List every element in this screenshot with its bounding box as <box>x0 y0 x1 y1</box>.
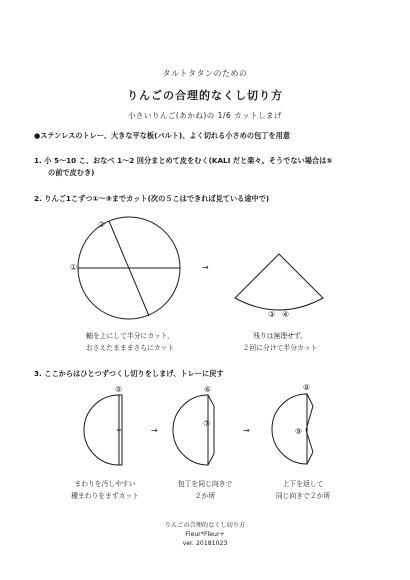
caption-text: おさえたまままさらにカット <box>85 344 175 352</box>
footer-version: ver. 20181023 <box>182 540 228 547</box>
cut-line-7 <box>208 454 214 465</box>
caption-text: まわりを汚しやすい <box>74 480 136 488</box>
step-1-text-cont: の前で皮むき) <box>48 168 95 177</box>
mark-8: ⑧ <box>303 383 311 392</box>
caption-step3-1 <box>60 478 150 502</box>
step-1-number: 1. <box>34 156 42 165</box>
subtitle: 小さいりんご(あかね)の 1/6 カットしまげ <box>127 111 283 120</box>
footer-title: りんごの合理的なくし切り方 <box>164 522 246 529</box>
caption-text: 上下を返して <box>282 480 324 488</box>
caption-step2-right <box>225 330 335 354</box>
caption-text: ２回に分けて半分カット <box>242 344 318 352</box>
half-apple-2 <box>173 395 211 465</box>
caption-text: 残りは無理せず、 <box>253 332 307 340</box>
step-2-text: りんご1こずつ①〜⑨までカット(次の５こはできれば見ている途中で) <box>44 194 270 203</box>
mark-1: ① <box>70 263 78 272</box>
caption-text: 同じ向きで２か所 <box>275 492 331 500</box>
caption-text: ２か所 <box>194 492 216 500</box>
cut-line-6 <box>208 395 214 406</box>
mark-9: ⑨ <box>295 427 303 436</box>
pretitle: タルトタタンのための <box>162 69 248 78</box>
mark-5: ⑤ <box>115 385 123 394</box>
arrow-2: → <box>151 426 158 435</box>
caption-step2-left <box>70 330 190 354</box>
mark-4: ④ <box>282 310 290 319</box>
intro-text: ●ステンレスのトレー、大きな平な板(バルト)、よく切れる小さめの包丁を用意 <box>34 131 291 140</box>
arrow-1: → <box>202 263 209 272</box>
cut-line-8 <box>307 394 313 406</box>
caption-text: 軸を上にして半分にカット、 <box>86 332 174 340</box>
cut-line-9 <box>307 452 313 464</box>
mark-6: ⑥ <box>204 385 212 394</box>
mark-3: ③ <box>268 310 276 319</box>
footer <box>0 521 410 548</box>
step-1-text: 小 5〜10 こ、おなべ 1〜2 回分まとめて皮をむく(KALI だと楽々。そうでない場合は⑤ <box>44 156 333 165</box>
step-3-text: ここからはひとつずつくし切りをしまげ、トレーに戻す <box>44 369 224 378</box>
page-title: りんごの合理的なくし切り方 <box>127 89 283 102</box>
caption-step3-2 <box>160 478 250 502</box>
mark-7: ⑦ <box>203 419 211 428</box>
arrow-3: → <box>243 426 250 435</box>
mark-2: ② <box>98 220 106 229</box>
step-3-number: 3. <box>34 369 42 378</box>
half-apple-1 <box>84 395 119 465</box>
caption-step3-3 <box>258 478 348 502</box>
caption-text: 種まわりをまずカット <box>71 492 139 500</box>
apple-wedge <box>235 254 323 310</box>
caption-text: 包丁を同じ向きで <box>177 480 233 488</box>
step-2-number: 2. <box>34 194 42 203</box>
footer-brand: Fleur*Fleur+ <box>185 531 225 538</box>
